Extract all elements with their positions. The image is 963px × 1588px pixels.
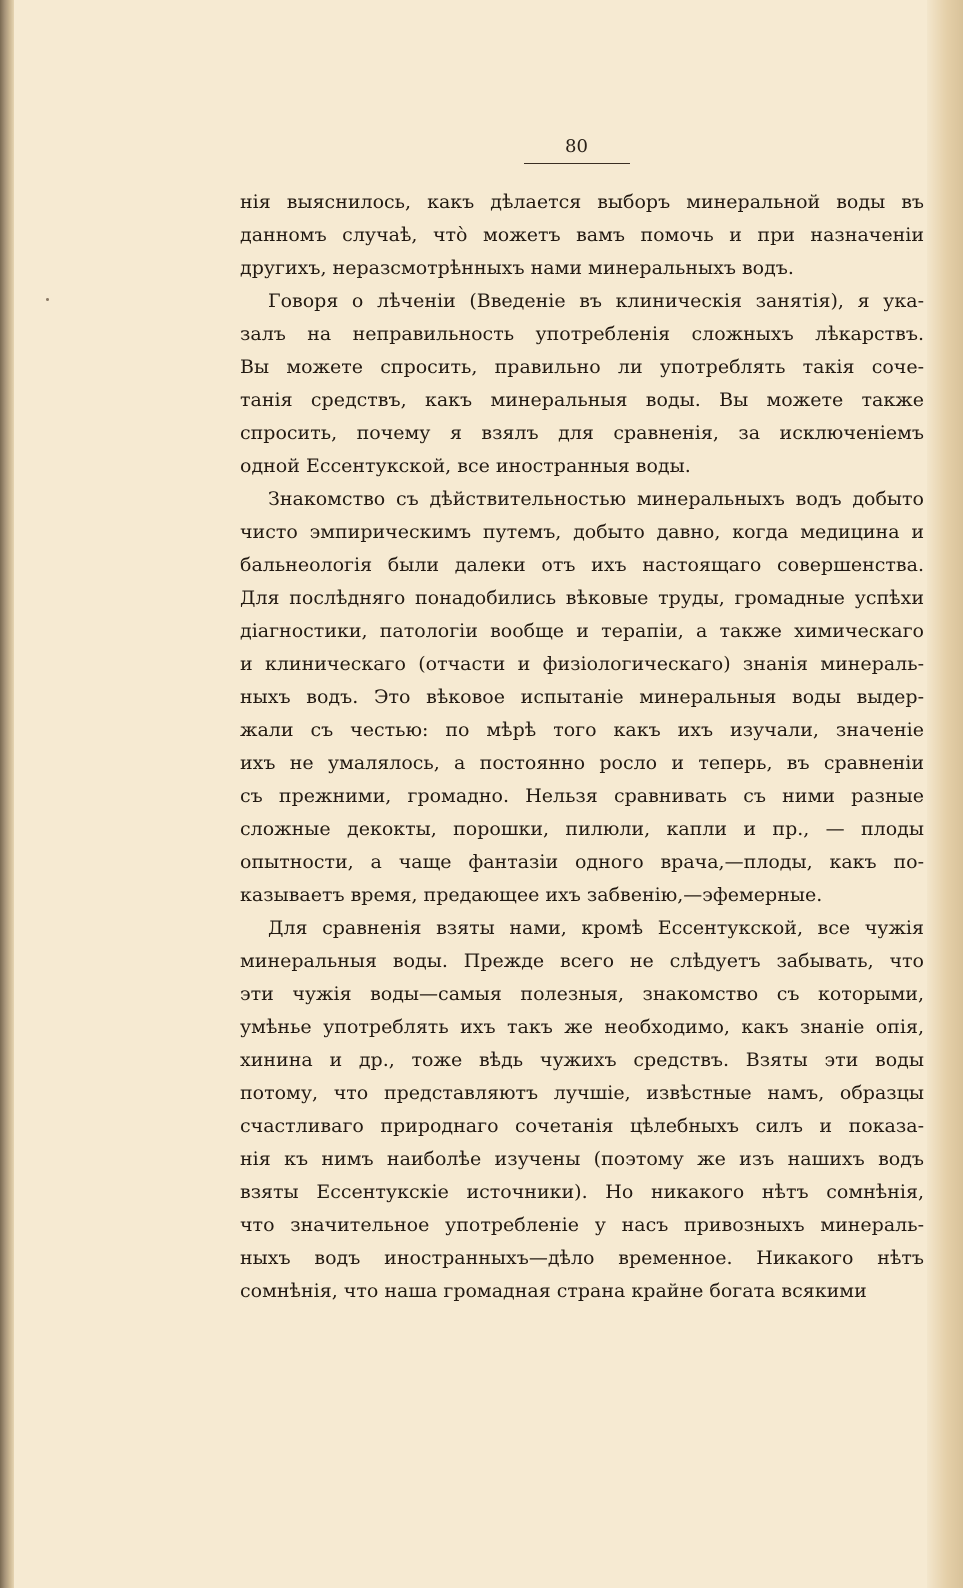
text-line: хинина и др., тоже вѣдь чужихъ средствъ. Взяты эти воды bbox=[240, 1049, 924, 1071]
text-line: сомнѣнія, что наша громадная страна крайне богата всякими bbox=[240, 1280, 867, 1302]
text-line: спросить, почему я взялъ для сравненія, за исключеніемъ bbox=[240, 422, 924, 444]
paragraph bbox=[240, 186, 924, 285]
text-line: нія выяснилось, какъ дѣлается выборъ минеральной воды въ bbox=[240, 191, 924, 213]
text-line: ихъ не умалялось, а постоянно росло и теперь, въ сравненіи bbox=[240, 752, 924, 774]
text-line: нія къ нимъ наиболѣе изучены (поэтому же изъ нашихъ водъ bbox=[240, 1148, 924, 1170]
text-line: счастливаго природнаго сочетанія цѣлебныхъ силъ и показа- bbox=[240, 1115, 924, 1137]
text-line: данномъ случаѣ, что̀ можетъ вамъ помочь и при назначеніи bbox=[240, 224, 924, 246]
text-line: танія средствъ, какъ минеральныя воды. Вы можете также bbox=[240, 389, 924, 411]
paragraph bbox=[240, 285, 924, 483]
page-sheet bbox=[14, 0, 927, 1588]
text-line: сложные декокты, порошки, пилюли, капли и пр., — плоды bbox=[240, 818, 924, 840]
book-binding-edge bbox=[0, 0, 14, 1588]
text-line: что значительное употребленіе у насъ привозныхъ минераль- bbox=[240, 1214, 924, 1236]
page-right-edge bbox=[927, 0, 963, 1588]
text-line: потому, что представляютъ лучшіе, извѣстные намъ, образцы bbox=[240, 1082, 924, 1104]
text-line: залъ на неправильность употребленія сложныхъ лѣкарствъ. bbox=[240, 323, 924, 345]
text-line: казываетъ время, предающее ихъ забвенію,—эфемерные. bbox=[240, 884, 823, 906]
text-line: другихъ, неразсмотрѣнныхъ нами минеральныхъ водъ. bbox=[240, 257, 794, 279]
paper-speck bbox=[46, 298, 49, 301]
text-line: Вы можете спросить, правильно ли употреблять такія соче- bbox=[240, 356, 924, 378]
text-line: Для послѣдняго понадобились вѣковые труды, громадные успѣхи bbox=[240, 587, 924, 609]
text-line: діагностики, патологіи вообще и терапіи, а также химическаго bbox=[240, 620, 924, 642]
text-line: ныхъ водъ иностранныхъ—дѣло временное. Никакого нѣтъ bbox=[240, 1247, 924, 1269]
text-line: взяты Ессентукскіе источники). Но никакого нѣтъ сомнѣнія, bbox=[240, 1181, 924, 1203]
text-line: жали съ честью: по мѣрѣ того какъ ихъ изучали, значеніе bbox=[240, 719, 924, 741]
text-line: одной Ессентукской, все иностранныя воды. bbox=[240, 455, 691, 477]
text-line: съ прежними, громадно. Нельзя сравнивать съ ними разные bbox=[240, 785, 924, 807]
page-number-rule bbox=[524, 163, 630, 164]
body-text bbox=[240, 186, 924, 1308]
page-number: 80 bbox=[565, 136, 588, 157]
text-line: Для сравненія взяты нами, кромѣ Ессентукской, все чужія bbox=[268, 917, 924, 939]
text-line: эти чужія воды—самыя полезныя, знакомство съ которыми, bbox=[240, 983, 924, 1005]
paragraph bbox=[240, 912, 924, 1308]
text-line: Знакомство съ дѣйствительностью минеральныхъ водъ добыто bbox=[268, 488, 924, 510]
text-line: Говоря о лѣченіи (Введеніе въ клиническія занятія), я ука- bbox=[268, 290, 924, 312]
text-line: ныхъ водъ. Это вѣковое испытаніе минеральныя воды выдер- bbox=[240, 686, 924, 708]
text-line: минеральныя воды. Прежде всего не слѣдуетъ забывать, что bbox=[240, 950, 924, 972]
text-line: чисто эмпирическимъ путемъ, добыто давно, когда медицина и bbox=[240, 521, 924, 543]
text-line: и клиническаго (отчасти и физіологическаго) знанія минераль- bbox=[240, 653, 924, 675]
paragraph bbox=[240, 483, 924, 912]
text-line: опытности, а чаще фантазіи одного врача,—плоды, какъ по- bbox=[240, 851, 924, 873]
text-line: умѣнье употреблять ихъ такъ же необходимо, какъ знаніе опія, bbox=[240, 1016, 924, 1038]
text-line: бальнеологія были далеки отъ ихъ настоящаго совершенства. bbox=[240, 554, 924, 576]
